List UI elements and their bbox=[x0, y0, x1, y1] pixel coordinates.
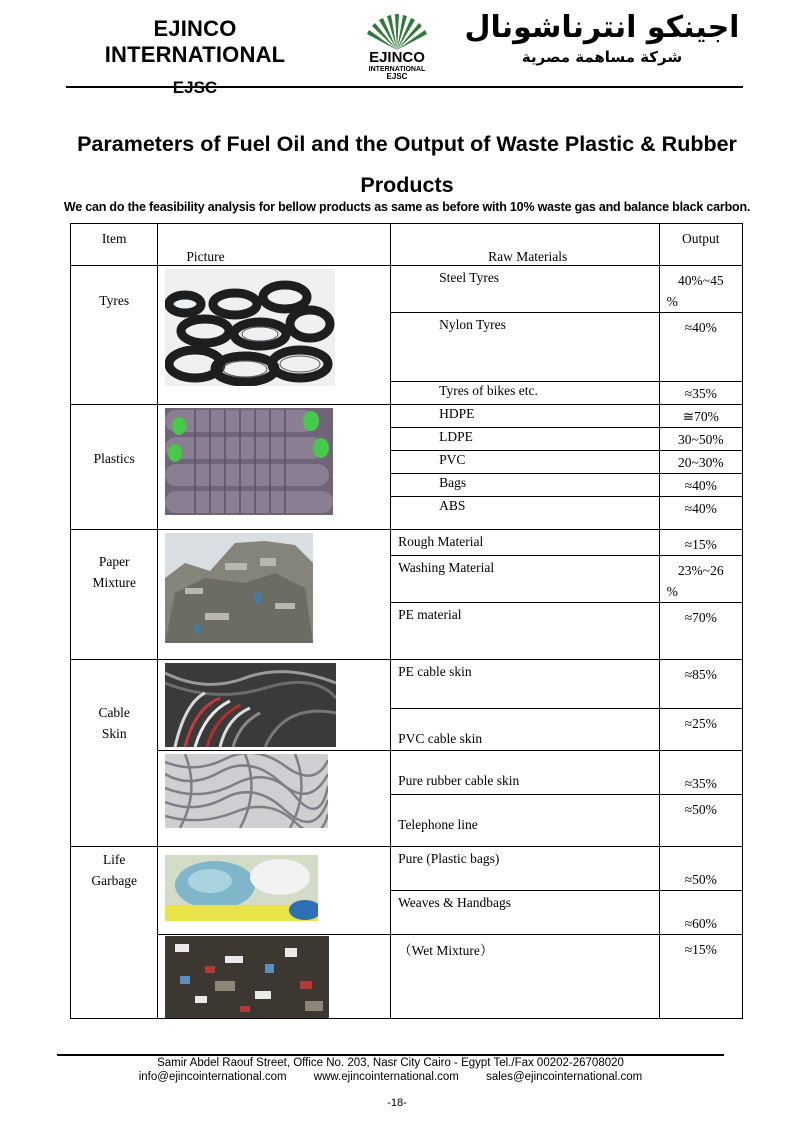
output-pe-cable-skin: ≈85% bbox=[659, 660, 742, 709]
output-washing-material: 23%~26 % bbox=[659, 556, 742, 603]
footer bbox=[57, 1056, 724, 1084]
picture-paper-mixture bbox=[158, 530, 391, 660]
table-row bbox=[71, 660, 743, 709]
wet-mixture-photo bbox=[165, 936, 329, 1018]
table-header-row bbox=[71, 224, 743, 266]
raw-rough-material: Rough Material bbox=[391, 530, 659, 556]
pipes-photo bbox=[165, 408, 333, 515]
table-row bbox=[71, 847, 743, 891]
footer-address: Samir Abdel Raouf Street, Office No. 203, Nasr City Cairo - Egypt Tel./Fax 00202-26708020 bbox=[157, 1057, 624, 1069]
header-output: Output bbox=[659, 224, 742, 266]
table-row bbox=[71, 751, 743, 795]
output-pvc-cable-skin: ≈25% bbox=[659, 709, 742, 751]
picture-tyres bbox=[158, 266, 391, 405]
output-hdpe: ≅70% bbox=[659, 405, 742, 428]
company-type-en bbox=[64, 78, 326, 98]
output-telephone-line: ≈50% bbox=[659, 795, 742, 847]
raw-hdpe: HDPE bbox=[391, 405, 659, 428]
raw-pvc-cable-skin: PVC cable skin bbox=[391, 709, 659, 751]
raw-bags: Bags bbox=[391, 474, 659, 497]
output-weaves-handbags: ≈60% bbox=[659, 891, 742, 935]
item-tyres: Tyres bbox=[71, 266, 158, 405]
output-nylon-tyres: ≈40% bbox=[659, 313, 742, 382]
raw-nylon-tyres: Nylon Tyres bbox=[391, 313, 659, 382]
footer-website[interactable]: www.ejincointernational.com bbox=[313, 1071, 459, 1083]
tyres-photo bbox=[165, 269, 335, 386]
raw-pvc: PVC bbox=[391, 451, 659, 474]
picture-cable-skin-1 bbox=[158, 660, 391, 751]
output-ldpe: 30~50% bbox=[659, 428, 742, 451]
table-row bbox=[71, 266, 743, 313]
output-pvc: 20~30% bbox=[659, 451, 742, 474]
cable-skin-photo bbox=[165, 663, 336, 747]
item-life-garbage: Life Garbage bbox=[71, 847, 158, 1019]
raw-pure-rubber-cable-skin: Pure rubber cable skin bbox=[391, 751, 659, 795]
output-bags: ≈40% bbox=[659, 474, 742, 497]
raw-weaves-handbags: Weaves & Handbags bbox=[391, 891, 659, 935]
output-rough-material: ≈15% bbox=[659, 530, 742, 556]
header-item: Item bbox=[71, 224, 158, 266]
logo-sub: INTERNATIONAL bbox=[368, 66, 426, 73]
raw-abs: ABS bbox=[391, 497, 659, 530]
item-paper-mixture: Paper Mixture bbox=[71, 530, 158, 660]
rubber-cable-photo bbox=[165, 754, 328, 828]
picture-life-garbage-2 bbox=[158, 935, 391, 1019]
raw-washing-material: Washing Material bbox=[391, 556, 659, 603]
output-tyres-bikes: ≈35% bbox=[659, 382, 742, 405]
output-pe-material: ≈70% bbox=[659, 603, 742, 660]
header-picture: Picture bbox=[158, 224, 391, 266]
footer-email-sales[interactable]: sales@ejincointernational.com bbox=[486, 1071, 643, 1083]
company-name-ar: اجينكو انترناشونال bbox=[464, 10, 740, 45]
raw-ldpe: LDPE bbox=[391, 428, 659, 451]
header-company-ar bbox=[462, 10, 742, 66]
logo-name: EJINCO bbox=[369, 49, 425, 66]
picture-cable-skin-2 bbox=[158, 751, 391, 847]
table-row bbox=[71, 935, 743, 1019]
footer-contacts bbox=[57, 1070, 724, 1084]
table-row bbox=[71, 530, 743, 556]
page-title: Parameters of Fuel Oil and the Output of Waste Plastic & Rubber Products bbox=[77, 132, 737, 197]
parameters-table bbox=[70, 223, 743, 1019]
header-divider bbox=[66, 86, 743, 88]
item-plastics: Plastics bbox=[71, 405, 158, 530]
raw-pure-plastic-bags: Pure (Plastic bags) bbox=[391, 847, 659, 891]
raw-pe-material: PE material bbox=[391, 603, 659, 660]
output-pure-rubber-cable-skin: ≈35% bbox=[659, 751, 742, 795]
raw-tyres-bikes: Tyres of bikes etc. bbox=[391, 382, 659, 405]
picture-life-garbage-1 bbox=[158, 847, 391, 935]
table-row bbox=[71, 405, 743, 428]
company-type-ar: شركة مساهمة مصرية bbox=[521, 48, 683, 66]
raw-steel-tyres: Steel Tyres bbox=[391, 266, 659, 313]
page-subtitle: We can do the feasibility analysis for bellow products as same as before with 10% waste gas and balance black carbon. bbox=[63, 200, 751, 214]
plastic-bags-photo bbox=[165, 855, 318, 921]
output-pure-plastic-bags: ≈50% bbox=[659, 847, 742, 891]
footer-email-info[interactable]: info@ejincointernational.com bbox=[138, 1071, 287, 1083]
output-abs: ≈40% bbox=[659, 497, 742, 530]
raw-pe-cable-skin: PE cable skin bbox=[391, 660, 659, 709]
raw-wet-mixture: （Wet Mixture） bbox=[391, 935, 659, 1019]
header-raw-materials: Raw Materials bbox=[391, 224, 659, 266]
picture-plastics bbox=[158, 405, 391, 530]
item-cable-skin: Cable Skin bbox=[71, 660, 158, 847]
company-name-en: EJINCO INTERNATIONAL bbox=[104, 16, 286, 67]
logo-text bbox=[352, 50, 442, 81]
paper-mixture-photo bbox=[165, 533, 313, 643]
output-steel-tyres: 40%~45 % bbox=[659, 266, 742, 313]
output-wet-mixture: ≈15% bbox=[659, 935, 742, 1019]
raw-telephone-line: Telephone line bbox=[391, 795, 659, 847]
logo-type: EJSC bbox=[386, 72, 408, 81]
page-number: -18- bbox=[387, 1097, 407, 1109]
